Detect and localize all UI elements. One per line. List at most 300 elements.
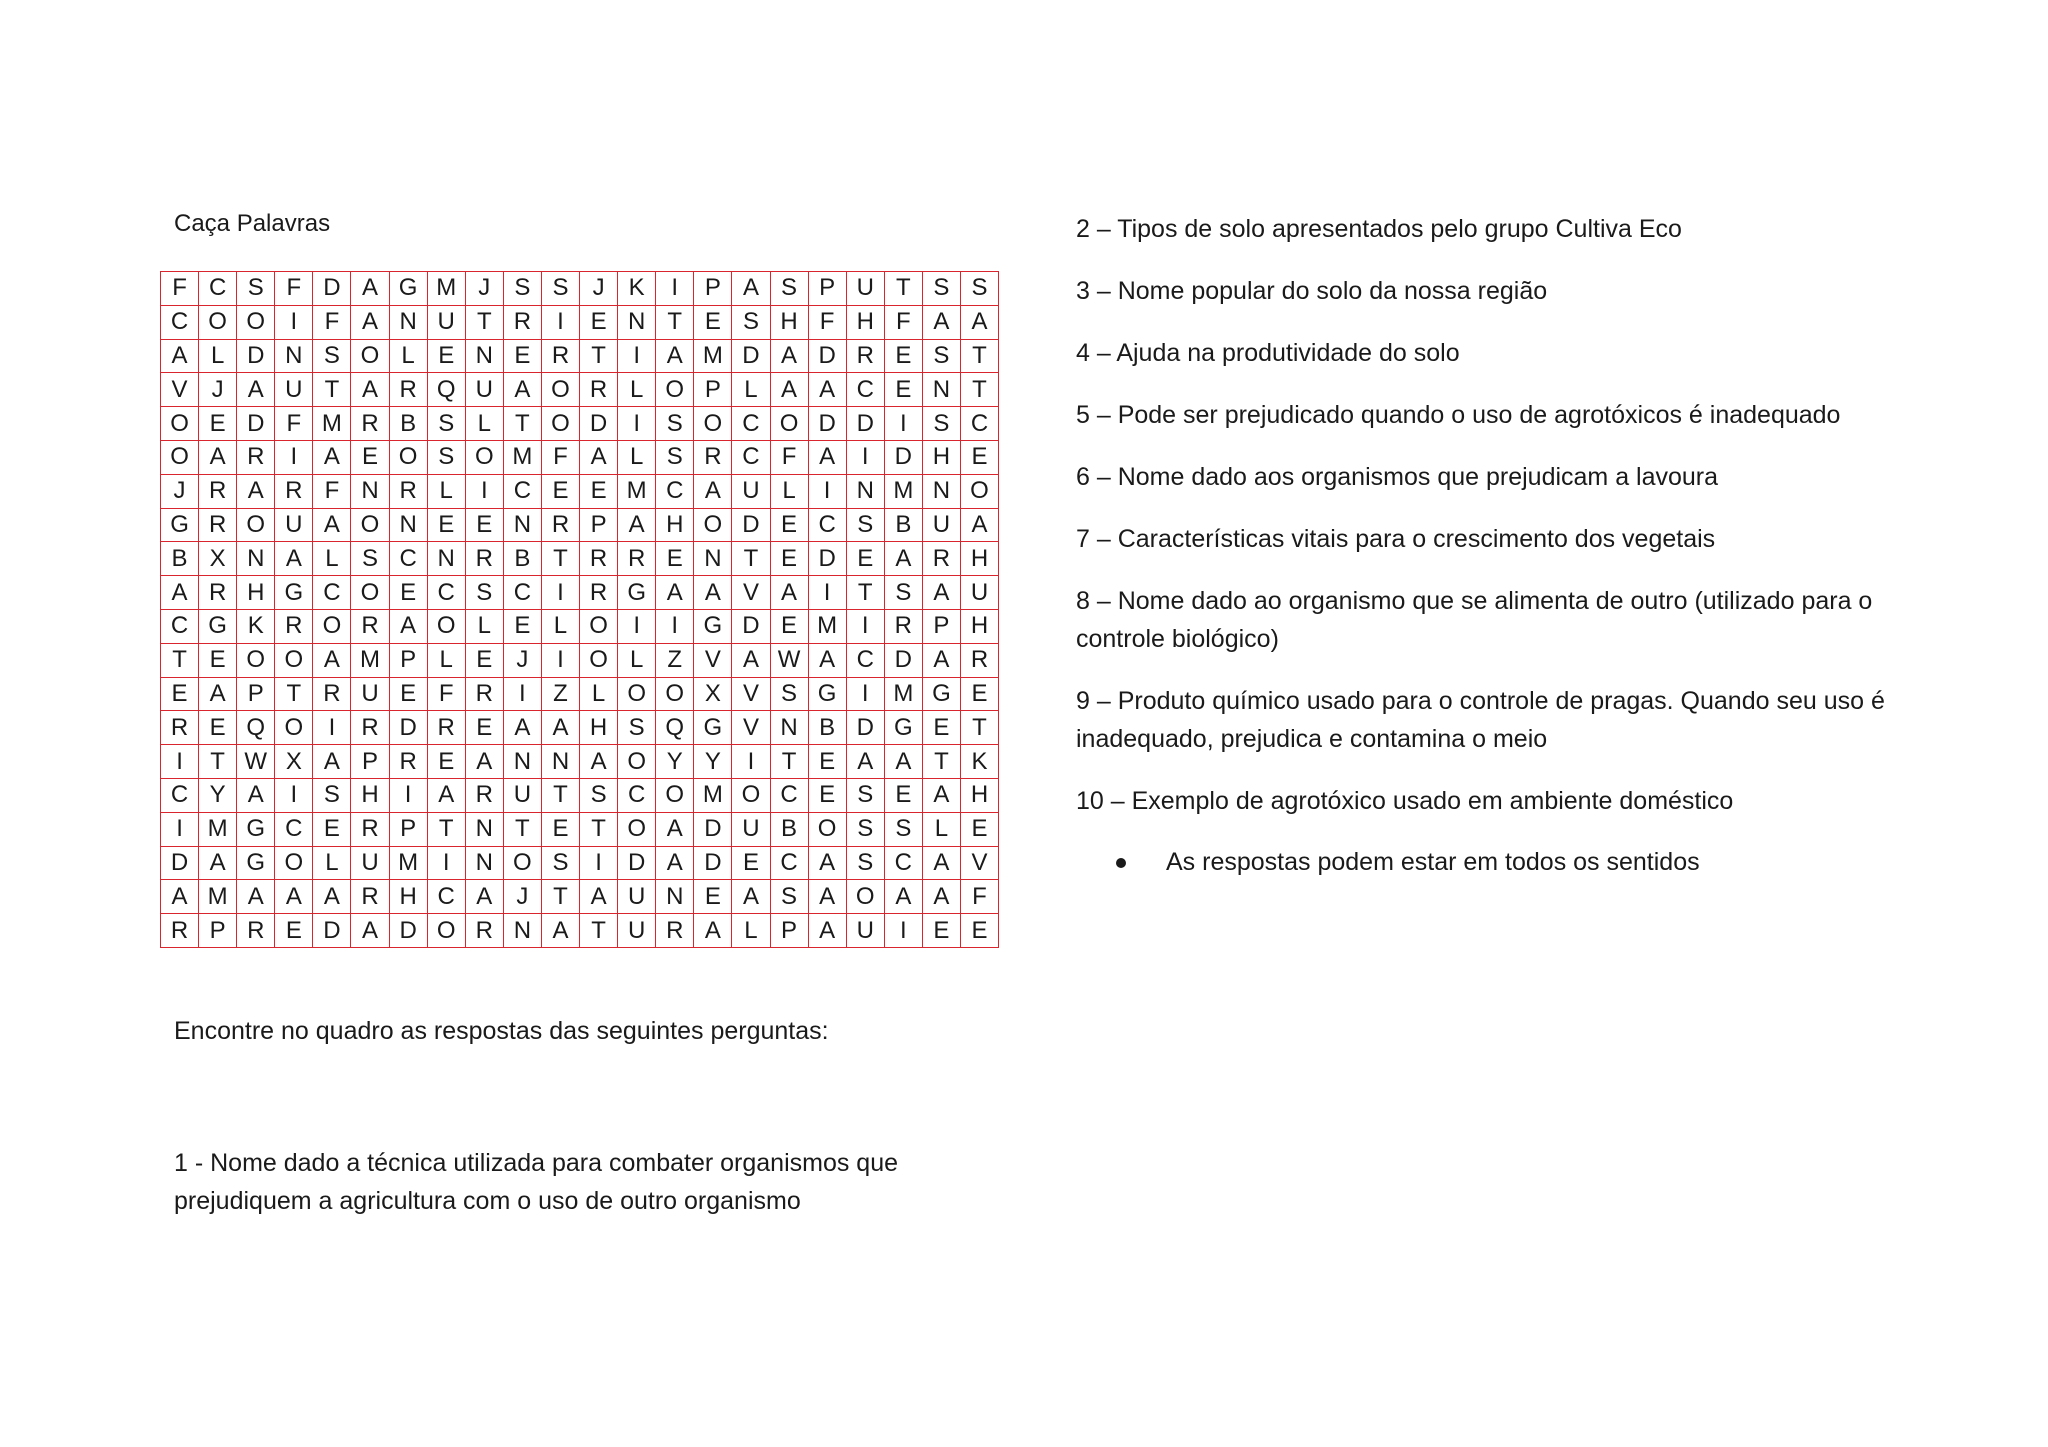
grid-cell: M bbox=[618, 474, 656, 508]
grid-cell: M bbox=[808, 609, 846, 643]
grid-cell: I bbox=[808, 474, 846, 508]
grid-cell: I bbox=[313, 711, 351, 745]
grid-cell: U bbox=[465, 373, 503, 407]
grid-cell: U bbox=[351, 677, 389, 711]
grid-cell: I bbox=[846, 677, 884, 711]
grid-cell: Z bbox=[656, 643, 694, 677]
grid-cell: D bbox=[237, 407, 275, 441]
grid-cell: I bbox=[656, 609, 694, 643]
grid-cell: G bbox=[884, 711, 922, 745]
grid-cell: F bbox=[313, 305, 351, 339]
grid-cell: T bbox=[884, 272, 922, 306]
grid-cell: P bbox=[580, 508, 618, 542]
grid-cell: A bbox=[884, 745, 922, 779]
grid-cell: S bbox=[465, 576, 503, 610]
grid-cell: E bbox=[656, 542, 694, 576]
grid-cell: U bbox=[618, 880, 656, 914]
grid-cell: P bbox=[922, 609, 960, 643]
grid-cell: C bbox=[161, 609, 199, 643]
grid-cell: F bbox=[275, 272, 313, 306]
grid-cell: K bbox=[960, 745, 998, 779]
grid-row bbox=[161, 643, 999, 677]
grid-cell: O bbox=[808, 812, 846, 846]
grid-cell: B bbox=[884, 508, 922, 542]
grid-cell: N bbox=[465, 812, 503, 846]
questions-list bbox=[1076, 210, 1896, 844]
grid-cell: E bbox=[161, 677, 199, 711]
grid-cell: T bbox=[732, 542, 770, 576]
grid-cell: O bbox=[580, 643, 618, 677]
grid-cell: A bbox=[694, 576, 732, 610]
grid-cell: E bbox=[465, 643, 503, 677]
grid-cell: T bbox=[503, 812, 541, 846]
grid-cell: D bbox=[808, 339, 846, 373]
grid-cell: C bbox=[199, 272, 237, 306]
grid-cell: A bbox=[580, 440, 618, 474]
grid-cell: D bbox=[732, 508, 770, 542]
grid-cell: A bbox=[656, 812, 694, 846]
grid-cell: E bbox=[199, 407, 237, 441]
grid-cell: S bbox=[656, 407, 694, 441]
grid-cell: A bbox=[922, 576, 960, 610]
grid-cell: V bbox=[732, 711, 770, 745]
grid-cell: N bbox=[846, 474, 884, 508]
grid-cell: A bbox=[275, 880, 313, 914]
grid-cell: E bbox=[960, 914, 998, 948]
grid-row bbox=[161, 880, 999, 914]
grid-cell: C bbox=[770, 778, 808, 812]
grid-cell: A bbox=[694, 474, 732, 508]
grid-cell: T bbox=[541, 880, 579, 914]
grid-cell: A bbox=[313, 440, 351, 474]
instruction-text: Encontre no quadro as respostas das seguintes perguntas: bbox=[174, 1017, 829, 1045]
grid-cell: R bbox=[465, 778, 503, 812]
grid-cell: H bbox=[846, 305, 884, 339]
grid-cell: O bbox=[770, 407, 808, 441]
grid-cell: T bbox=[770, 745, 808, 779]
grid-cell: D bbox=[884, 440, 922, 474]
grid-cell: S bbox=[237, 272, 275, 306]
grid-cell: R bbox=[503, 305, 541, 339]
grid-cell: N bbox=[503, 508, 541, 542]
grid-cell: C bbox=[618, 778, 656, 812]
grid-cell: O bbox=[694, 407, 732, 441]
grid-cell: A bbox=[237, 880, 275, 914]
grid-cell: G bbox=[694, 609, 732, 643]
question-item: 10 – Exemplo de agrotóxico usado em ambiente doméstico bbox=[1076, 787, 1734, 815]
grid-cell: R bbox=[465, 914, 503, 948]
grid-cell: M bbox=[313, 407, 351, 441]
grid-cell: P bbox=[389, 643, 427, 677]
grid-cell: R bbox=[351, 880, 389, 914]
grid-cell: I bbox=[732, 745, 770, 779]
grid-cell: S bbox=[541, 272, 579, 306]
grid-cell: R bbox=[884, 609, 922, 643]
grid-cell: S bbox=[427, 440, 465, 474]
grid-cell: E bbox=[846, 542, 884, 576]
grid-cell: O bbox=[846, 880, 884, 914]
grid-cell: K bbox=[618, 272, 656, 306]
grid-cell: C bbox=[503, 576, 541, 610]
grid-cell: H bbox=[922, 440, 960, 474]
grid-cell: Y bbox=[656, 745, 694, 779]
grid-cell: M bbox=[427, 272, 465, 306]
grid-cell: O bbox=[618, 812, 656, 846]
grid-cell: R bbox=[580, 373, 618, 407]
grid-cell: V bbox=[732, 677, 770, 711]
grid-cell: A bbox=[351, 373, 389, 407]
grid-cell: H bbox=[237, 576, 275, 610]
grid-cell: N bbox=[275, 339, 313, 373]
grid-cell: O bbox=[580, 609, 618, 643]
grid-cell: X bbox=[275, 745, 313, 779]
grid-cell: A bbox=[808, 846, 846, 880]
grid-cell: X bbox=[199, 542, 237, 576]
grid-cell: N bbox=[237, 542, 275, 576]
grid-cell: W bbox=[237, 745, 275, 779]
grid-cell: E bbox=[960, 677, 998, 711]
question-item: 4 – Ajuda na produtividade do solo bbox=[1076, 339, 1460, 367]
grid-cell: A bbox=[580, 880, 618, 914]
grid-cell: A bbox=[732, 643, 770, 677]
grid-cell: O bbox=[618, 677, 656, 711]
grid-cell: A bbox=[503, 373, 541, 407]
grid-cell: C bbox=[808, 508, 846, 542]
grid-cell: S bbox=[922, 272, 960, 306]
grid-cell: O bbox=[427, 609, 465, 643]
note-item bbox=[1116, 848, 1700, 877]
question-item: 3 – Nome popular do solo da nossa região bbox=[1076, 277, 1548, 305]
grid-cell: Q bbox=[427, 373, 465, 407]
grid-row bbox=[161, 812, 999, 846]
grid-cell: R bbox=[618, 542, 656, 576]
grid-cell: Q bbox=[237, 711, 275, 745]
grid-cell: A bbox=[161, 576, 199, 610]
grid-cell: I bbox=[618, 609, 656, 643]
grid-cell: G bbox=[389, 272, 427, 306]
grid-cell: N bbox=[465, 846, 503, 880]
grid-cell: T bbox=[503, 407, 541, 441]
grid-cell: U bbox=[846, 914, 884, 948]
grid-cell: D bbox=[313, 914, 351, 948]
grid-cell: L bbox=[427, 643, 465, 677]
grid-cell: O bbox=[237, 508, 275, 542]
grid-cell: S bbox=[503, 272, 541, 306]
grid-cell: A bbox=[351, 914, 389, 948]
grid-cell: R bbox=[656, 914, 694, 948]
grid-cell: T bbox=[541, 542, 579, 576]
grid-cell: A bbox=[960, 508, 998, 542]
grid-cell: O bbox=[960, 474, 998, 508]
grid-cell: R bbox=[580, 542, 618, 576]
grid-cell: R bbox=[313, 677, 351, 711]
grid-cell: E bbox=[960, 812, 998, 846]
grid-cell: L bbox=[465, 609, 503, 643]
grid-cell: N bbox=[922, 474, 960, 508]
grid-cell: F bbox=[427, 677, 465, 711]
grid-cell: L bbox=[541, 609, 579, 643]
grid-cell: E bbox=[427, 339, 465, 373]
grid-cell: O bbox=[656, 778, 694, 812]
grid-cell: R bbox=[275, 609, 313, 643]
grid-cell: A bbox=[580, 745, 618, 779]
grid-cell: I bbox=[161, 812, 199, 846]
grid-cell: E bbox=[275, 914, 313, 948]
grid-cell: D bbox=[237, 339, 275, 373]
grid-cell: O bbox=[389, 440, 427, 474]
grid-cell: P bbox=[351, 745, 389, 779]
grid-cell: O bbox=[275, 711, 313, 745]
grid-cell: H bbox=[389, 880, 427, 914]
grid-cell: R bbox=[199, 474, 237, 508]
grid-cell: I bbox=[656, 272, 694, 306]
grid-cell: A bbox=[237, 373, 275, 407]
grid-cell: E bbox=[580, 305, 618, 339]
grid-cell: A bbox=[161, 339, 199, 373]
grid-cell: N bbox=[541, 745, 579, 779]
grid-cell: T bbox=[313, 373, 351, 407]
grid-cell: L bbox=[313, 846, 351, 880]
grid-cell: A bbox=[922, 778, 960, 812]
grid-cell: U bbox=[732, 474, 770, 508]
grid-cell: A bbox=[313, 745, 351, 779]
grid-cell: F bbox=[808, 305, 846, 339]
grid-cell: L bbox=[580, 677, 618, 711]
grid-cell: E bbox=[541, 812, 579, 846]
grid-cell: S bbox=[846, 508, 884, 542]
grid-cell: G bbox=[275, 576, 313, 610]
grid-cell: C bbox=[503, 474, 541, 508]
grid-cell: U bbox=[275, 508, 313, 542]
grid-cell: E bbox=[389, 576, 427, 610]
page-title: Caça Palavras bbox=[174, 210, 331, 237]
grid-cell: R bbox=[351, 609, 389, 643]
grid-cell: A bbox=[960, 305, 998, 339]
grid-cell: I bbox=[389, 778, 427, 812]
grid-cell: M bbox=[884, 677, 922, 711]
grid-cell: R bbox=[351, 711, 389, 745]
grid-cell: C bbox=[161, 305, 199, 339]
grid-row bbox=[161, 339, 999, 373]
grid-cell: L bbox=[732, 914, 770, 948]
grid-cell: I bbox=[427, 846, 465, 880]
question-1: 1 - Nome dado a técnica utilizada para combater organismos que prejudiquem a agricultura com o uso de outro organismo bbox=[174, 1149, 899, 1215]
grid-cell: C bbox=[960, 407, 998, 441]
grid-cell: A bbox=[161, 880, 199, 914]
grid-cell: Z bbox=[541, 677, 579, 711]
grid-cell: D bbox=[389, 711, 427, 745]
grid-cell: T bbox=[846, 576, 884, 610]
question-item: 5 – Pode ser prejudicado quando o uso de agrotóxicos é inadequado bbox=[1076, 401, 1841, 429]
grid-cell: A bbox=[427, 778, 465, 812]
grid-cell: R bbox=[237, 440, 275, 474]
grid-cell: Q bbox=[656, 711, 694, 745]
grid-row bbox=[161, 914, 999, 948]
grid-cell: E bbox=[465, 711, 503, 745]
grid-cell: O bbox=[618, 745, 656, 779]
grid-cell: O bbox=[427, 914, 465, 948]
grid-cell: G bbox=[237, 812, 275, 846]
grid-cell: U bbox=[732, 812, 770, 846]
grid-cell: T bbox=[960, 339, 998, 373]
grid-cell: C bbox=[846, 373, 884, 407]
grid-cell: R bbox=[199, 508, 237, 542]
grid-cell: G bbox=[161, 508, 199, 542]
grid-cell: S bbox=[960, 272, 998, 306]
grid-cell: D bbox=[694, 812, 732, 846]
grid-cell: E bbox=[922, 914, 960, 948]
grid-cell: F bbox=[541, 440, 579, 474]
grid-cell: A bbox=[541, 711, 579, 745]
grid-cell: N bbox=[351, 474, 389, 508]
grid-cell: O bbox=[656, 677, 694, 711]
grid-cell: U bbox=[846, 272, 884, 306]
grid-cell: N bbox=[770, 711, 808, 745]
grid-cell: I bbox=[503, 677, 541, 711]
grid-cell: G bbox=[808, 677, 846, 711]
grid-cell: L bbox=[199, 339, 237, 373]
grid-cell: E bbox=[503, 609, 541, 643]
grid-cell: C bbox=[770, 846, 808, 880]
grid-cell: D bbox=[808, 407, 846, 441]
grid-cell: C bbox=[656, 474, 694, 508]
grid-cell: L bbox=[313, 542, 351, 576]
bullet-icon bbox=[1116, 858, 1126, 868]
grid-cell: C bbox=[389, 542, 427, 576]
grid-cell: U bbox=[922, 508, 960, 542]
grid-cell: B bbox=[503, 542, 541, 576]
grid-cell: I bbox=[541, 576, 579, 610]
grid-cell: M bbox=[199, 812, 237, 846]
grid-cell: L bbox=[922, 812, 960, 846]
grid-row bbox=[161, 576, 999, 610]
question-item: 8 – Nome dado ao organismo que se alimenta de outro (utilizado para o controle biológico) bbox=[1076, 587, 1873, 653]
grid-cell: R bbox=[389, 474, 427, 508]
grid-cell: F bbox=[313, 474, 351, 508]
grid-cell: W bbox=[770, 643, 808, 677]
grid-cell: G bbox=[922, 677, 960, 711]
grid-cell: R bbox=[351, 407, 389, 441]
grid-cell: V bbox=[960, 846, 998, 880]
grid-cell: G bbox=[237, 846, 275, 880]
grid-cell: A bbox=[656, 576, 694, 610]
grid-row bbox=[161, 373, 999, 407]
grid-cell: S bbox=[351, 542, 389, 576]
grid-cell: A bbox=[541, 914, 579, 948]
grid-cell: T bbox=[922, 745, 960, 779]
grid-cell: A bbox=[922, 643, 960, 677]
grid-cell: E bbox=[313, 812, 351, 846]
grid-cell: O bbox=[313, 609, 351, 643]
grid-cell: H bbox=[960, 778, 998, 812]
grid-cell: U bbox=[351, 846, 389, 880]
grid-cell: A bbox=[846, 745, 884, 779]
grid-cell: I bbox=[580, 846, 618, 880]
grid-cell: C bbox=[313, 576, 351, 610]
grid-row bbox=[161, 508, 999, 542]
grid-cell: L bbox=[389, 339, 427, 373]
grid-cell: A bbox=[503, 711, 541, 745]
grid-cell: E bbox=[884, 373, 922, 407]
grid-cell: R bbox=[694, 440, 732, 474]
grid-cell: C bbox=[275, 812, 313, 846]
grid-cell: S bbox=[313, 778, 351, 812]
grid-cell: M bbox=[503, 440, 541, 474]
grid-cell: D bbox=[732, 339, 770, 373]
grid-cell: E bbox=[199, 643, 237, 677]
grid-cell: N bbox=[503, 745, 541, 779]
grid-cell: M bbox=[694, 778, 732, 812]
grid-cell: A bbox=[770, 339, 808, 373]
grid-cell: D bbox=[732, 609, 770, 643]
grid-cell: R bbox=[580, 576, 618, 610]
grid-cell: C bbox=[161, 778, 199, 812]
grid-cell: H bbox=[656, 508, 694, 542]
grid-cell: T bbox=[541, 778, 579, 812]
grid-cell: J bbox=[465, 272, 503, 306]
grid-cell: S bbox=[846, 846, 884, 880]
grid-cell: E bbox=[770, 542, 808, 576]
grid-cell: B bbox=[161, 542, 199, 576]
grid-cell: D bbox=[389, 914, 427, 948]
grid-row bbox=[161, 272, 999, 306]
grid-cell: J bbox=[199, 373, 237, 407]
grid-cell: U bbox=[427, 305, 465, 339]
grid-cell: E bbox=[694, 880, 732, 914]
grid-cell: E bbox=[389, 677, 427, 711]
grid-cell: O bbox=[541, 373, 579, 407]
grid-cell: A bbox=[884, 542, 922, 576]
grid-cell: A bbox=[199, 440, 237, 474]
grid-cell: A bbox=[732, 272, 770, 306]
grid-cell: L bbox=[427, 474, 465, 508]
grid-cell: I bbox=[541, 305, 579, 339]
grid-cell: O bbox=[275, 643, 313, 677]
grid-cell: M bbox=[199, 880, 237, 914]
grid-cell: I bbox=[884, 407, 922, 441]
word-search-grid bbox=[160, 271, 999, 948]
grid-cell: S bbox=[732, 305, 770, 339]
grid-cell: H bbox=[960, 609, 998, 643]
grid-cell: O bbox=[694, 508, 732, 542]
grid-cell: P bbox=[694, 272, 732, 306]
grid-cell: I bbox=[618, 339, 656, 373]
grid-cell: E bbox=[541, 474, 579, 508]
grid-row bbox=[161, 745, 999, 779]
grid-cell: T bbox=[580, 339, 618, 373]
grid-cell: R bbox=[960, 643, 998, 677]
grid-cell: C bbox=[427, 880, 465, 914]
grid-cell: A bbox=[922, 846, 960, 880]
grid-cell: U bbox=[503, 778, 541, 812]
grid-row bbox=[161, 305, 999, 339]
grid-cell: E bbox=[808, 778, 846, 812]
grid-cell: I bbox=[846, 609, 884, 643]
grid-cell: A bbox=[275, 542, 313, 576]
grid-cell: R bbox=[465, 542, 503, 576]
grid-cell: M bbox=[351, 643, 389, 677]
question-item: 2 – Tipos de solo apresentados pelo grupo Cultiva Eco bbox=[1076, 215, 1682, 243]
grid-cell: H bbox=[960, 542, 998, 576]
grid-cell: S bbox=[922, 407, 960, 441]
grid-cell: D bbox=[161, 846, 199, 880]
grid-cell: A bbox=[808, 880, 846, 914]
grid-cell: A bbox=[313, 643, 351, 677]
grid-cell: A bbox=[199, 846, 237, 880]
grid-cell: A bbox=[313, 508, 351, 542]
grid-row bbox=[161, 711, 999, 745]
grid-cell: E bbox=[351, 440, 389, 474]
